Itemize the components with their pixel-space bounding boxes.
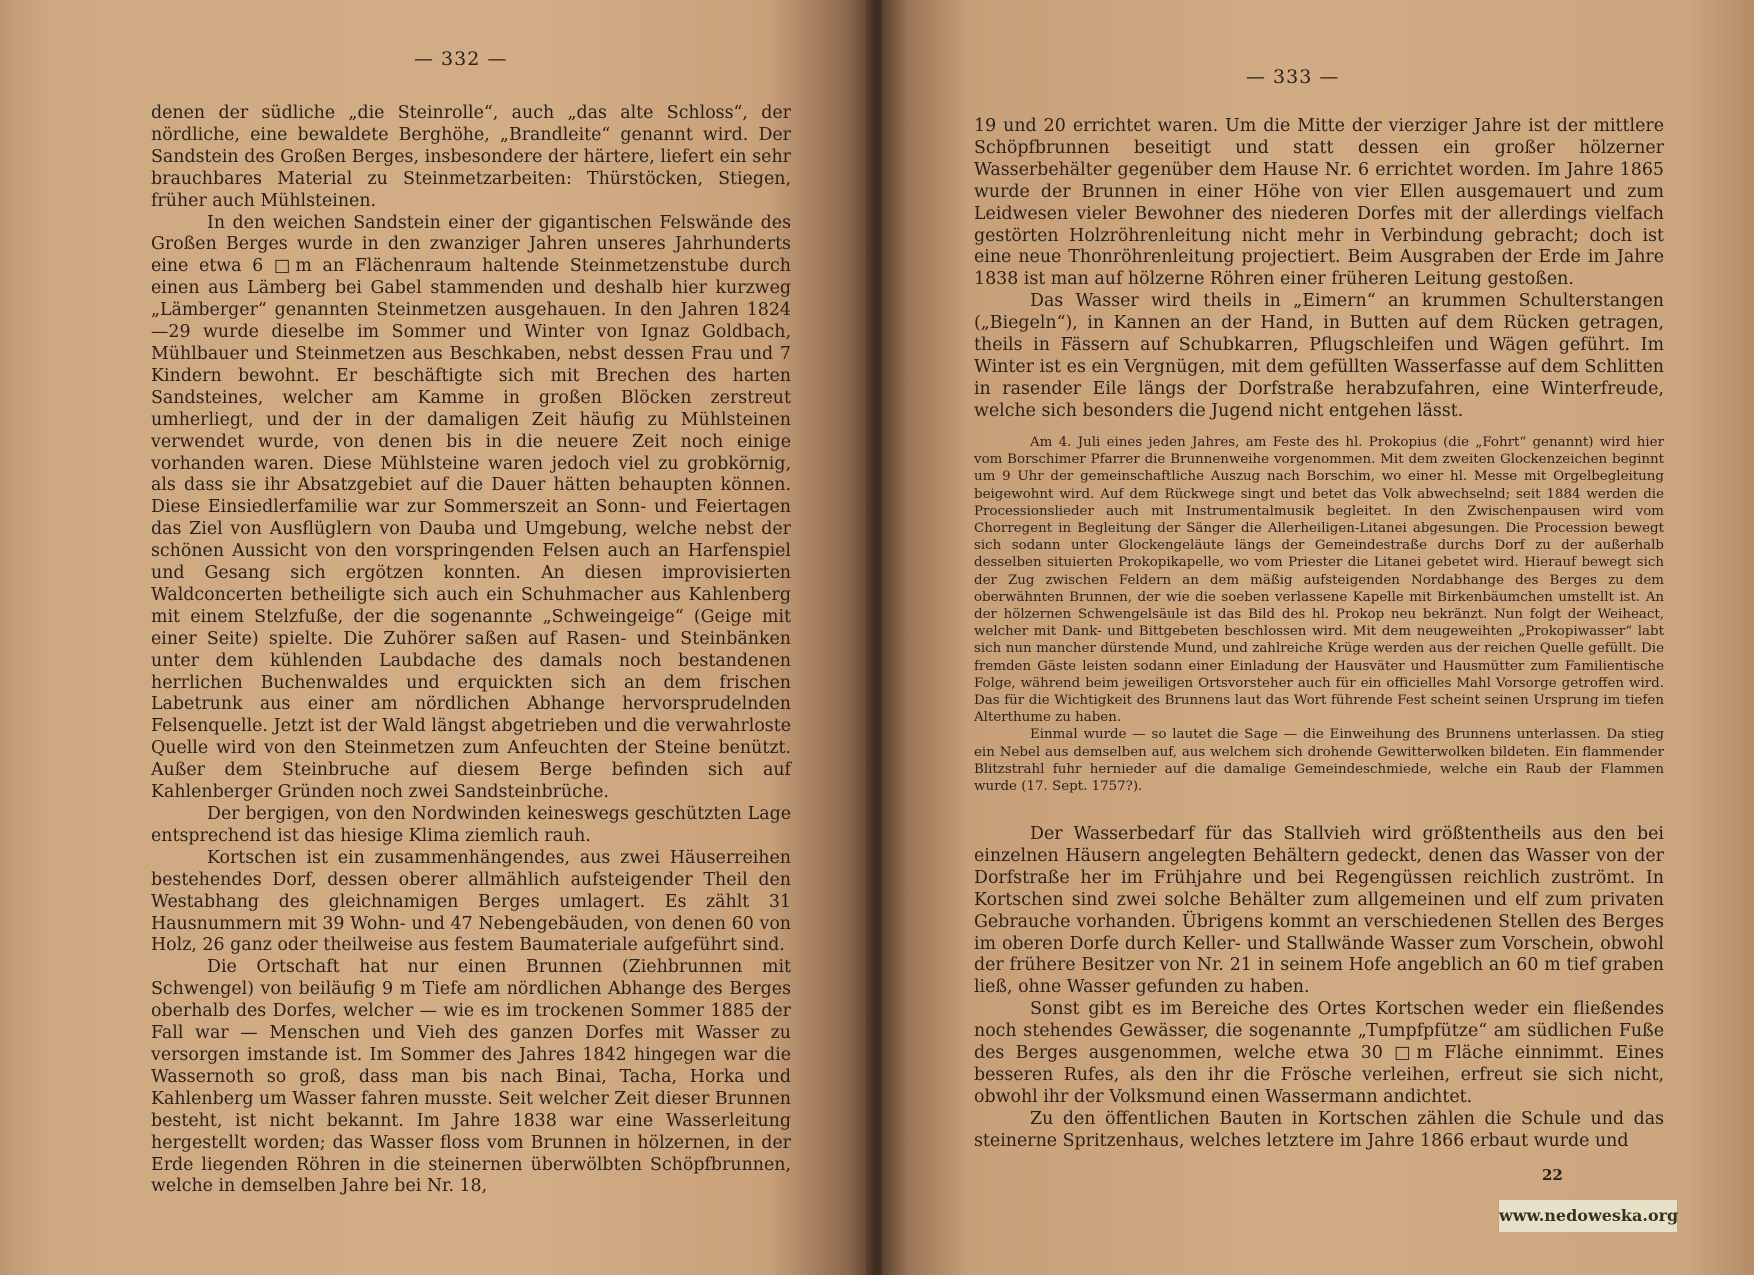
signature-mark: 22 bbox=[1542, 1166, 1563, 1184]
paragraph: Die Ortschaft hat nur einen Brunnen (Ziehbrunnen mit Schwengel) von beiläufig 9 m Tiefe am nördlichen Abhange des Berges oberhalb des Dorfes, welcher — wie es im trockenen Sommer 1885 der Fall war — Menschen und Vieh des ganzen Dorfes mit Wasser zu versorgen imstande ist. Im Sommer des Jahres 1842 hingegen war die Wassernoth so groß, dass man bis nach Binai, Tacha, Horka und Kahlenberg um Wasser fahren musste. Seit welcher Zeit dieser Brunnen besteht, ist nicht bekannt. Im Jahre 1838 war eine Wasserleitung hergestellt worden; das Wasser floss vom Brunnen in hölzernen, in der Erde liegenden Röhren in die steinernen überwölbten Schöpfbrunnen, welche in demselben Jahre bei Nr. 18, bbox=[151, 957, 791, 1197]
right-page bbox=[882, 0, 1754, 1275]
paragraph: Der bergigen, von den Nordwinden keineswegs geschützten Lage entsprechend ist das hiesige Klima ziemlich rauh. bbox=[151, 804, 791, 846]
left-page-body bbox=[151, 103, 791, 1198]
right-page-body-top bbox=[974, 116, 1664, 423]
paragraph: Sonst gibt es im Bereiche des Ortes Kortschen weder ein fließendes noch stehendes Gewässer, die sogenannte „Tumpfpfütze“ am südlichen Fuße des Berges ausgenommen, welche etwa 30 □m Fläche einnimmt. Eines besseren Rufes, als den ihr die Frösche verleihen, erfreut sie sich nicht, obwohl ihr der Volksmund einen Wassermann andichtet. bbox=[974, 999, 1664, 1107]
paragraph: Der Wasserbedarf für das Stallvieh wird größtentheils aus den bei einzelnen Häusern angelegten Behältern gedeckt, denen das Wasser von der Dorfstraße her im Frühjahre und bei Regengüssen reichlich zuströmt. In Kortschen sind zwei solche Behälter zum allgemeinen und elf zum privaten Gebrauche vorhanden. Übrigens kommt an verschiedenen Stellen des Berges im oberen Dorfe durch Keller- und Stallwände Wasser zum Vorschein, obwohl der frühere Besitzer von Nr. 21 in seinem Hofe angeblich an 60 m tief graben ließ, ohne Wasser gefunden zu haben. bbox=[974, 824, 1664, 998]
right-page-footnote-block bbox=[974, 434, 1664, 795]
paragraph: denen der südliche „die Steinrolle“, auch „das alte Schloss“, der nördliche, eine bewaldete Berghöhe, „Brandleite“ genannt wird. Der Sandstein des Großen Berges, insbesondere der härtere, liefert ein sehr brauchbares Material zu Steinmetzarbeiten: Thürstöcken, Stiegen, früher auch Mühlsteinen. bbox=[151, 103, 791, 211]
paragraph: Zu den öffentlichen Bauten in Kortschen zählen die Schule und das steinerne Spritzenhaus, welches letztere im Jahre 1866 erbaut wurde und bbox=[974, 1108, 1664, 1151]
small-paragraph: Am 4. Juli eines jeden Jahres, am Feste des hl. Prokopius (die „Fohrt“ genannt) wird hier vom Borschimer Pfarrer die Brunnenweihe vorgenommen. Mit dem zweiten Glockenzeichen beginnt um 9 Uhr der gemeinschaftliche Auszug nach Borschim, wo einer hl. Messe mit Orgelbegleitung beigewohnt wird. Auf dem Rückwege singt und betet das Volk abwechselnd; seit 1884 werden die Processionslieder auch mit Instrumentalmusik begleitet. In den Zwischenpausen wird vom Chorregent in Begleitung der Sänger die Allerheiligen-Litanei abgesungen. Die Procession bewegt sich sodann unter Glockengeläute längs der Gemeindestraße durchs Dorf zu der außerhalb desselben situierten Prokopikapelle, wo vom Priester die Litanei gebetet wird. Hierauf bewegt sich der Zug zwischen Feldern an dem mäßig aufsteigenden Nordabhange des Berges zu dem oberwähnten Brunnen, der wie die soeben verlassene Kapelle mit Birkenbäumchen umstellt ist. An der hölzernen Schwengelsäule ist das Bild des hl. Prokop neu bekränzt. Nun folgt der Weiheact, welcher mit Dank- und Bittgebeten beschlossen wird. Mit dem neugeweihten „Prokopiwasser“ labt sich nun mancher dürstende Mund, und zahlreiche Krüge werden aus der reichen Quelle gefüllt. Die fremden Gäste leisten sodann einer Einladung der Hausväter und Hausmütter zum Familientische Folge, während beim jeweiligen Ortsvorsteher auch für ein officielles Mahl Vorsorge getroffen wird. Das für die Wichtigkeit des Brunnens laut das Wort führende Fest scheint seinen Ursprung im tiefen Alterthume zu haben. bbox=[974, 435, 1664, 726]
left-page bbox=[0, 0, 872, 1275]
paragraph: In den weichen Sandstein einer der gigantischen Felswände des Großen Berges wurde in den zwanziger Jahren unseres Jahrhunderts eine etwa 6 □m an Flächenraum haltende Steinmetzenstube durch einen aus Lämberg bei Gabel stammenden und deshalb hier kurzweg „Lämberger“ genannten Steinmetzen ausgehauen. In den Jahren 1824—29 wurde dieselbe im Sommer und Winter von Ignaz Goldbach, Mühlbauer und Steinmetzen aus Beschkaben, nebst dessen Frau und 7 Kindern bewohnt. Er beschäftigte sich mit Brechen des harten Sandsteines, welcher am Kamme in großen Blöcken zerstreut umherliegt, und der in der damaligen Zeit häufig zu Mühlsteinen verwendet wurde, von denen bis in die neuere Zeit noch einige vorhanden waren. Diese Mühlsteine waren jedoch viel zu grobkörnig, als dass sie ihr Absatzgebiet auf die Dauer hätten behaupten können. Diese Einsiedlerfamilie war zur Sommerszeit an Sonn- und Feiertagen das Ziel von Ausflüglern von Dauba und Umgebung, welche nebst der schönen Aussicht von den vorspringenden Felsen auch an Harfenspiel und Gesang sich ergötzen konnten. An diesen improvisierten Waldconcerten betheiligte sich auch ein Schuhmacher aus Kahlenberg mit einem Stelzfuße, der die sogenannte „Schweingeige“ (Geige mit einer Seite) spielte. Die Zuhörer saßen auf Rasen- und Steinbänken unter dem kühlenden Laubdache des damals noch bestandenen herrlichen Buchenwaldes und erquickten sich an dem frischen Labetrunk aus einer am nördlichen Abhange hervorsprudelnden Felsenquelle. Jetzt ist der Wald längst abgetrieben und die verwahrloste Quelle wird von den Steinmetzen zum Anfeuchten der Steine benützt. Außer dem Steinbruche auf diesem Berge befinden sich auf Kahlenberger Gründen noch zwei Sandsteinbrüche. bbox=[151, 212, 791, 803]
watermark-stamp[interactable]: www.nedoweska.org bbox=[1498, 1199, 1678, 1233]
paragraph: 19 und 20 errichtet waren. Um die Mitte der vierziger Jahre ist der mittlere Schöpfbrunnen beseitigt und statt dessen ein großer hölzerner Wasserbehälter gegenüber dem Hause Nr. 6 errichtet worden. Im Jahre 1865 wurde der Brunnen in einer Höhe von vier Ellen ausgemauert und zum Leidwesen vieler Bewohner des niederen Dorfes mit der allerdings vielfach gestörten Holzröhrenleitung nicht mehr in Verbindung gebracht; doch ist eine neue Thonröhrenleitung projectiert. Beim Ausgraben der Erde im Jahre 1838 ist man auf hölzerne Röhren einer früheren Leitung gestoßen. bbox=[974, 116, 1664, 290]
paragraph: Kortschen ist ein zusammenhängendes, aus zwei Häuserreihen bestehendes Dorf, dessen oberer allmählich aufsteigender Theil den Westabhang des gleichnamigen Berges umlagert. Es zählt 31 Hausnummern mit 39 Wohn- und 47 Nebengebäuden, von denen 60 von Holz, 26 ganz oder theilweise aus festem Baumateriale aufgeführt sind. bbox=[151, 847, 791, 956]
small-paragraph: Einmal wurde — so lautet die Sage — die Einweihung des Brunnens unterlassen. Da stieg ein Nebel aus demselben auf, aus welchem sich drohende Gewitterwolken bildeten. Ein flammender Blitzstrahl fuhr hernieder auf die damalige Gemeindeschmiede, welche ein Raub der Flammen wurde (17. Sept. 1757?). bbox=[974, 727, 1664, 795]
right-page-body-bottom bbox=[974, 824, 1664, 1153]
page-number-right: — 333 — bbox=[1246, 66, 1340, 88]
page-number-left: — 332 — bbox=[414, 48, 508, 70]
paragraph: Das Wasser wird theils in „Eimern“ an krummen Schulterstangen („Biegeln“), in Kannen an der Hand, in Butten auf dem Rücken getragen, theils in Fässern auf Schubkarren, Pflugschleifen und Wägen geführt. Im Winter ist es ein Vergnügen, mit dem gefüllten Wasserfasse auf dem Schlitten in rasender Eile längs der Dorfstraße herabzufahren, eine Winterfreude, welche sich besonders die Jugend nicht entgehen lässt. bbox=[974, 291, 1664, 421]
